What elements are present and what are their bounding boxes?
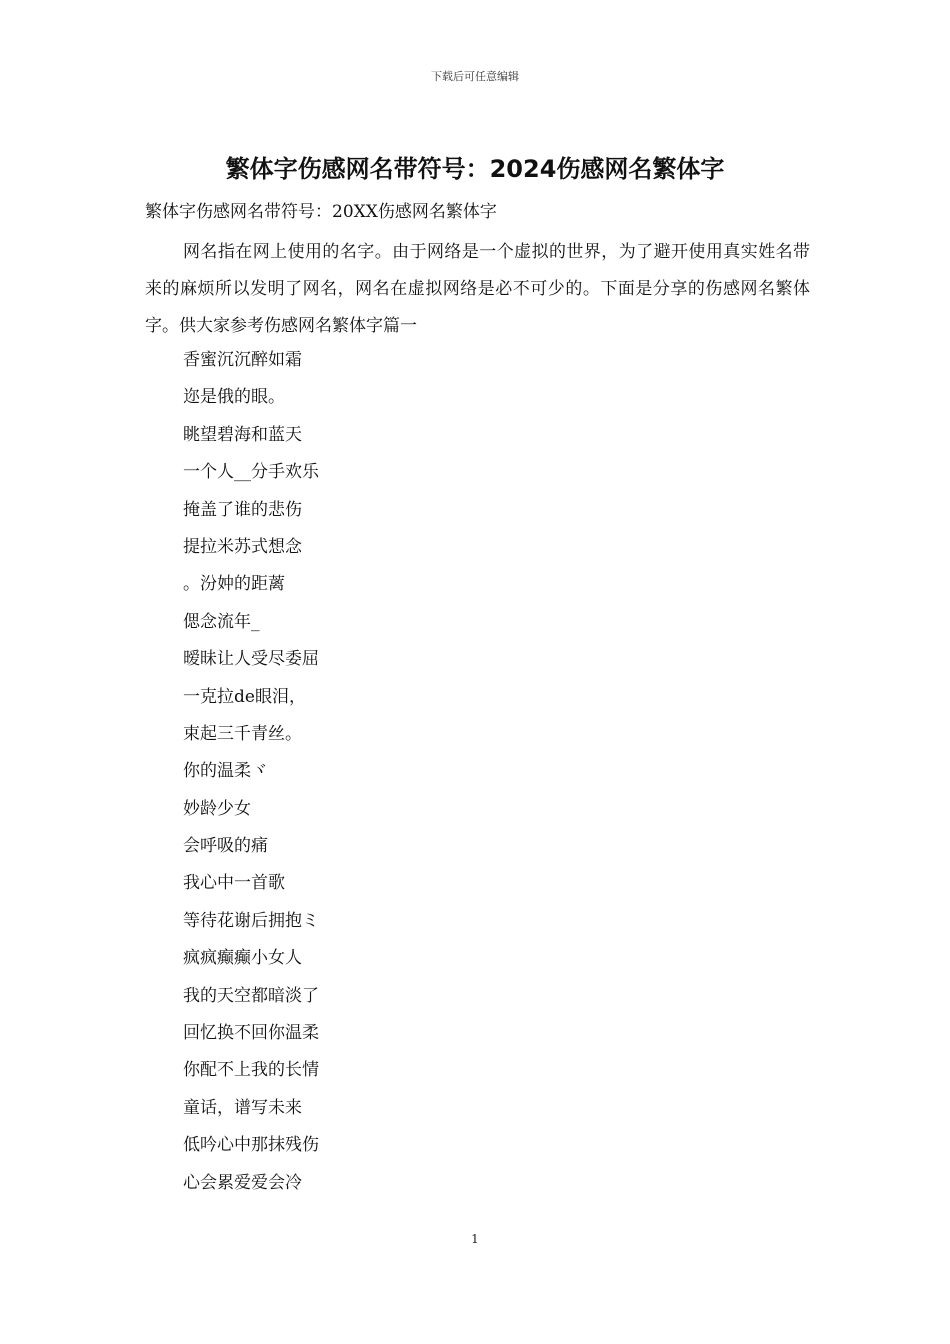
list-item: 香蜜沉沉醉如霜 [183,350,302,370]
list-item: 疯疯癫癫小女人 [183,948,302,969]
header-note: 下载后可任意编辑 [431,70,519,83]
list-item: 我的天空都暗淡了 [183,985,319,1006]
list-item: 一个人__分手欢乐 [183,462,319,483]
page-number: 1 [471,1232,479,1246]
list-item: 眺望碧海和蓝天 [183,424,302,445]
list-item: 妙龄少女 [183,798,251,819]
list-item: 你配不上我的长情 [183,1060,319,1081]
intro-paragraph: 网名指在网上使用的名字。由于网络是一个虚拟的世界，为了避开使用真实姓名带来的麻烦所以发明了网名，网名在虚拟网络是必不可少的。下面是分享的伤感网名繁体字。供大家参考伤感网名繁体字篇一 [145,242,810,336]
list-item: 回忆换不回你温柔 [183,1023,319,1044]
list-item: 你的温柔ヾ [183,761,268,782]
document-title: 繁体字伤感网名带符号：2024伤感网名繁体字 [225,155,725,183]
name-list [183,342,319,1202]
list-item: 。汾妕的距蓠 [183,574,285,595]
list-item: 一克拉de眼泪， [183,686,306,707]
list-item: 提拉米苏式想念 [183,536,302,557]
document-subtitle: 繁体字伤感网名带符号：20XX伤感网名繁体字 [145,202,497,222]
list-item: 掩盖了谁的悲伤 [183,499,302,520]
list-item: 心会累爱爱会冷 [183,1172,302,1193]
list-item: 童话，谱写未来 [183,1097,302,1118]
list-item: 暧昧让人受尽委屈 [183,649,319,670]
list-item: 迩是俄的眼。 [183,387,285,408]
list-item: 会呼吸的痛 [183,836,268,857]
list-item: 等待花谢后拥抱ミ [183,910,319,931]
list-item: 束起三千青丝。 [183,723,302,744]
list-item: 我心中一首歌 [183,873,285,894]
list-item: 低吟心中那抹残伤 [183,1135,319,1156]
list-item: 偲念流年_ [183,611,260,632]
